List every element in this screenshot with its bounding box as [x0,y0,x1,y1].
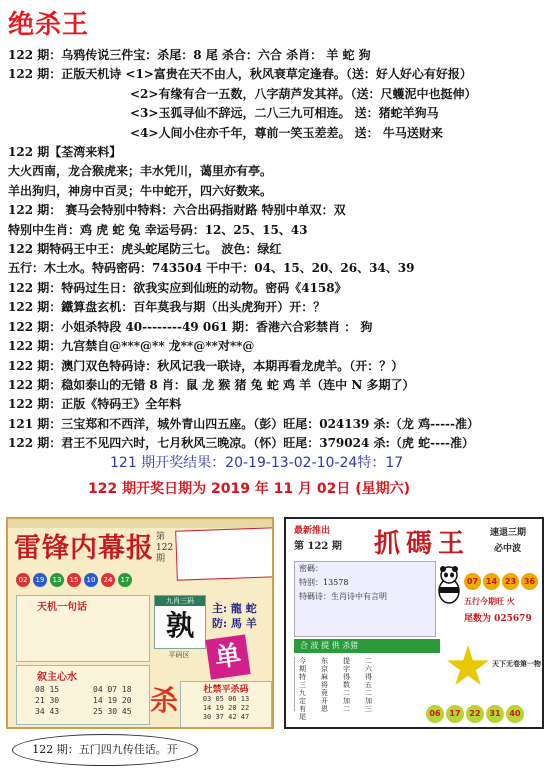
poem-col: 二六得五二加三 [365,657,372,713]
poem-columns [294,657,391,721]
info-line: 122 期：九宫禁自@***@** 龙**@**对**@ [8,339,255,354]
poem-col: 今期特三九定有尾 [299,657,306,721]
info-line: <2>有缘有合一五数，八字葫芦发其祥。（送：尺蠖泥中也挺伸） [130,86,477,101]
info-line: 122 期：稳如泰山的无错 8 肖：鼠 龙 猴 猪 兔 蛇 鸡 羊（连中 N 多期了） [8,377,415,392]
nums-row: 04 07 18 [93,685,132,694]
info-line: 122 期：小姐杀特段 40--------49 061 期：香港六合彩禁肖 ： 狗 [8,319,373,334]
number-ball: 15 [67,573,81,587]
number-ball: 40 [506,705,524,723]
number-ball: 02 [16,573,30,587]
kill-code-row: 14 19 20 22 [202,704,250,712]
poem-col: 提字得数二加二 [343,657,350,713]
tianji-box [16,595,150,662]
kill-character: 杀 [150,684,179,717]
number-ball: 36 [521,573,538,590]
left-poster [6,517,274,729]
combo-label: 速退三期 [490,528,527,538]
nums-row: 34 43 [35,707,60,716]
number-ball: 22 [466,705,484,723]
info-line: 大火西南，龙合猴虎来；丰水凭川，蔼里亦有亭。 [8,164,273,179]
info-line: 122 期：澳门双色特码诗：秋风记我一联诗，本期再看龙虎羊。（开：？） [8,358,404,373]
number-ball: 17 [118,573,132,587]
info-line: 特别中生肖：鸡 虎 蛇 兔 幸运号码：12、25、15、43 [8,222,308,237]
xinshui-box [16,665,150,725]
info-line: 122 期：鐵算盘玄机：百年莫我与期（出头虎狗开）开：？ [8,300,326,315]
kill-code-caption: 杜禁平杀码 [203,685,249,695]
info-line: 122 期：正版天机诗 <1>富贵在天不由人，秋风衰草定逢春。（送：好人好心有好报） [8,67,472,82]
speech-bubble: 122 期：五门四九传佳话。开 [12,734,198,766]
poster-right-title: 抓碼王 [374,529,471,559]
page-title: 绝杀王 [8,10,90,40]
kill-code-row: 30 37 42 47 [202,713,250,721]
number-ball: 31 [486,705,504,723]
flat-code-note: 平码区 [168,651,190,659]
info-line: 122 期：君王不见四六时，七月秋风三晚凉。（怀）旺尾：379024 杀:（虎 蛇----准） [8,436,475,451]
main-zodiac-line: 主: 龍 蛇 [212,602,257,615]
code-row: 特别：13578 [299,578,349,587]
next-draw-date: 122 期开奖日期为 2019 年 11 月 02日 (星期六) [88,481,411,497]
green-band: 合 波 提 供 杀猪 [294,639,440,653]
nine-zodiac-caption: 九肖三码 [155,596,205,606]
issue-label: 第 122 期 [294,541,342,552]
code-area [294,561,436,637]
draw-result: 121 期开奖结果：20-19-13-02-10-24特：17 [110,455,404,471]
nine-zodiac-box [154,595,206,649]
info-line: <4>人间小住亦千年，尊前一笑玉差差。 送： 牛马送财来 [130,125,443,140]
number-ball: 07 [464,573,481,590]
info-line: 122 期特码王中王：虎头蛇尾防三七。 波色：绿红 [8,242,282,257]
number-ball: 23 [502,573,519,590]
xinshui-nums-2 [93,684,132,717]
nums-row: 21 30 [35,696,60,705]
xinshui-caption: 叙主心水 [37,672,77,683]
info-line: 122 期【荃湾来料】 [8,145,122,160]
right-balls [464,573,538,590]
info-line: 122 期： 赛马会特别中特料：六合出码指财路 特别中单双：双 [8,203,346,218]
kill-code-row: 03 05 06 13 [202,695,250,703]
info-line: 122 期：乌鸦传说三件宝：杀尾：8 尾 杀合：六合 杀肖： 羊 蛇 狗 [8,48,371,62]
kill-code-box [180,681,272,729]
info-line: <3>玉狐寻仙不辞远，二八三九可相连。 送：猪蛇羊狗马 [130,106,439,121]
info-line: 羊出狗归，神房中百灵；牛中蛇开，四六好数来。 [8,183,273,198]
panda-icon [434,565,464,605]
poster-top-strip [8,519,272,528]
tail-numbers: 尾数为 025679 [464,614,532,624]
number-ball: 24 [101,573,115,587]
code-row: 密碼： [299,564,323,573]
poster-left-title: 雷锋内幕报 [14,533,154,564]
poster-left-period: 第122期 [156,532,174,564]
big-character: 孰 [165,609,194,642]
green-balls [426,705,524,723]
xinshui-nums [35,684,59,717]
main-zodiac-line: 防: 馬 羊 [212,617,257,630]
poster-left-balls [16,573,132,587]
nums-row: 14 19 20 [93,696,132,705]
number-ball: 17 [446,705,464,723]
newest-label: 最新推出 [294,526,331,536]
number-ball: 14 [483,573,500,590]
poem-col: 东京麻将竟开恩 [321,657,328,713]
nums-row: 08 15 [35,685,60,694]
info-line: 五行：木土水。特码密码：743504 干中干：04、15、20、26、34、39 [8,261,415,276]
odd-badge: 单 [205,634,250,679]
number-ball: 13 [50,573,64,587]
info-line: 122 期：特码过生日：欲我实应到仙班的动物。密码《4158》 [8,280,347,295]
code-row: 特碼诗：生肖诗中有言明 [299,592,387,601]
nums-row: 25 30 45 [93,707,132,716]
number-ball: 06 [426,705,444,723]
right-poster [284,517,544,729]
five-elements: 五行今期旺 火 [464,596,515,606]
poster-qr-image [175,527,274,580]
tianji-caption: 天机一句话 [37,602,87,613]
must-label: 必中波 [494,544,522,554]
info-line: 122 期：正版《特码王》全年料 [8,397,182,412]
info-lines [8,46,543,454]
star-icon [446,645,490,689]
info-line: 121 期：三宝郑和不西洋，城外青山四五座。（彭）旺尾：024139 杀:（龙 鸡-----准） [8,416,480,431]
number-ball: 19 [33,573,47,587]
number-ball: 10 [84,573,98,587]
main-zodiac [212,601,257,631]
poster-phrase: 天下无卷第一物 [492,659,541,668]
